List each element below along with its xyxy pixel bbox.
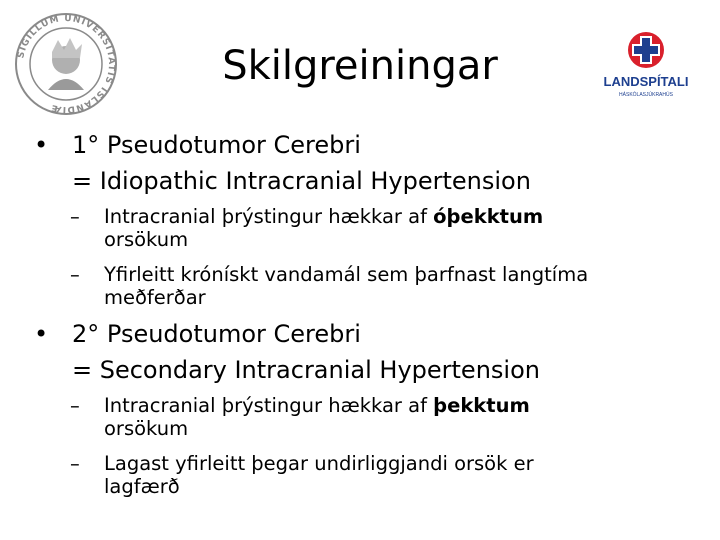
- sub-continuation: orsökum: [104, 228, 189, 251]
- sub-continuation: orsökum: [104, 417, 189, 440]
- sub-bold-text: þekktum: [433, 394, 530, 417]
- bullet-marker: •: [34, 131, 49, 159]
- svg-text:SIGILLUM UNIVERSITATIS ISLANDI: SIGILLUM UNIVERSITATIS ISLANDIÆ: [16, 13, 117, 115]
- bullet-2-line2: = Secondary Intracranial Hypertension: [72, 356, 540, 384]
- sub-text: Yfirleitt krónískt vandamál sem þarfnast langtíma: [104, 263, 589, 286]
- sub-text: Intracranial þrýstingur hækkar af: [104, 394, 434, 417]
- sub-text: Intracranial þrýstingur hækkar af: [104, 205, 434, 228]
- sub-continuation: meðferðar: [104, 286, 206, 309]
- bullet-1-line1: 1° Pseudotumor Cerebri: [72, 131, 361, 159]
- sub-continuation: lagfærð: [104, 475, 180, 498]
- logo-text: LANDSPÍTALI: [603, 74, 689, 89]
- logo-subtext: HÁSKÓLASJÚKRAHÚS: [619, 92, 673, 98]
- bullet-2-line1: 2° Pseudotumor Cerebri: [72, 320, 361, 348]
- sub-marker: –: [70, 263, 80, 286]
- sub-text: Lagast yfirleitt þegar undirliggjandi orsök er: [104, 452, 534, 475]
- sub-marker: –: [70, 205, 80, 228]
- bullet-marker: •: [34, 320, 49, 348]
- sub-bold-text: óþekktum: [433, 205, 544, 228]
- slide-title: Skilgreiningar: [222, 43, 498, 89]
- bullet-1-line2: = Idiopathic Intracranial Hypertension: [72, 167, 531, 195]
- sub-marker: –: [70, 394, 80, 417]
- sub-marker: –: [70, 452, 80, 475]
